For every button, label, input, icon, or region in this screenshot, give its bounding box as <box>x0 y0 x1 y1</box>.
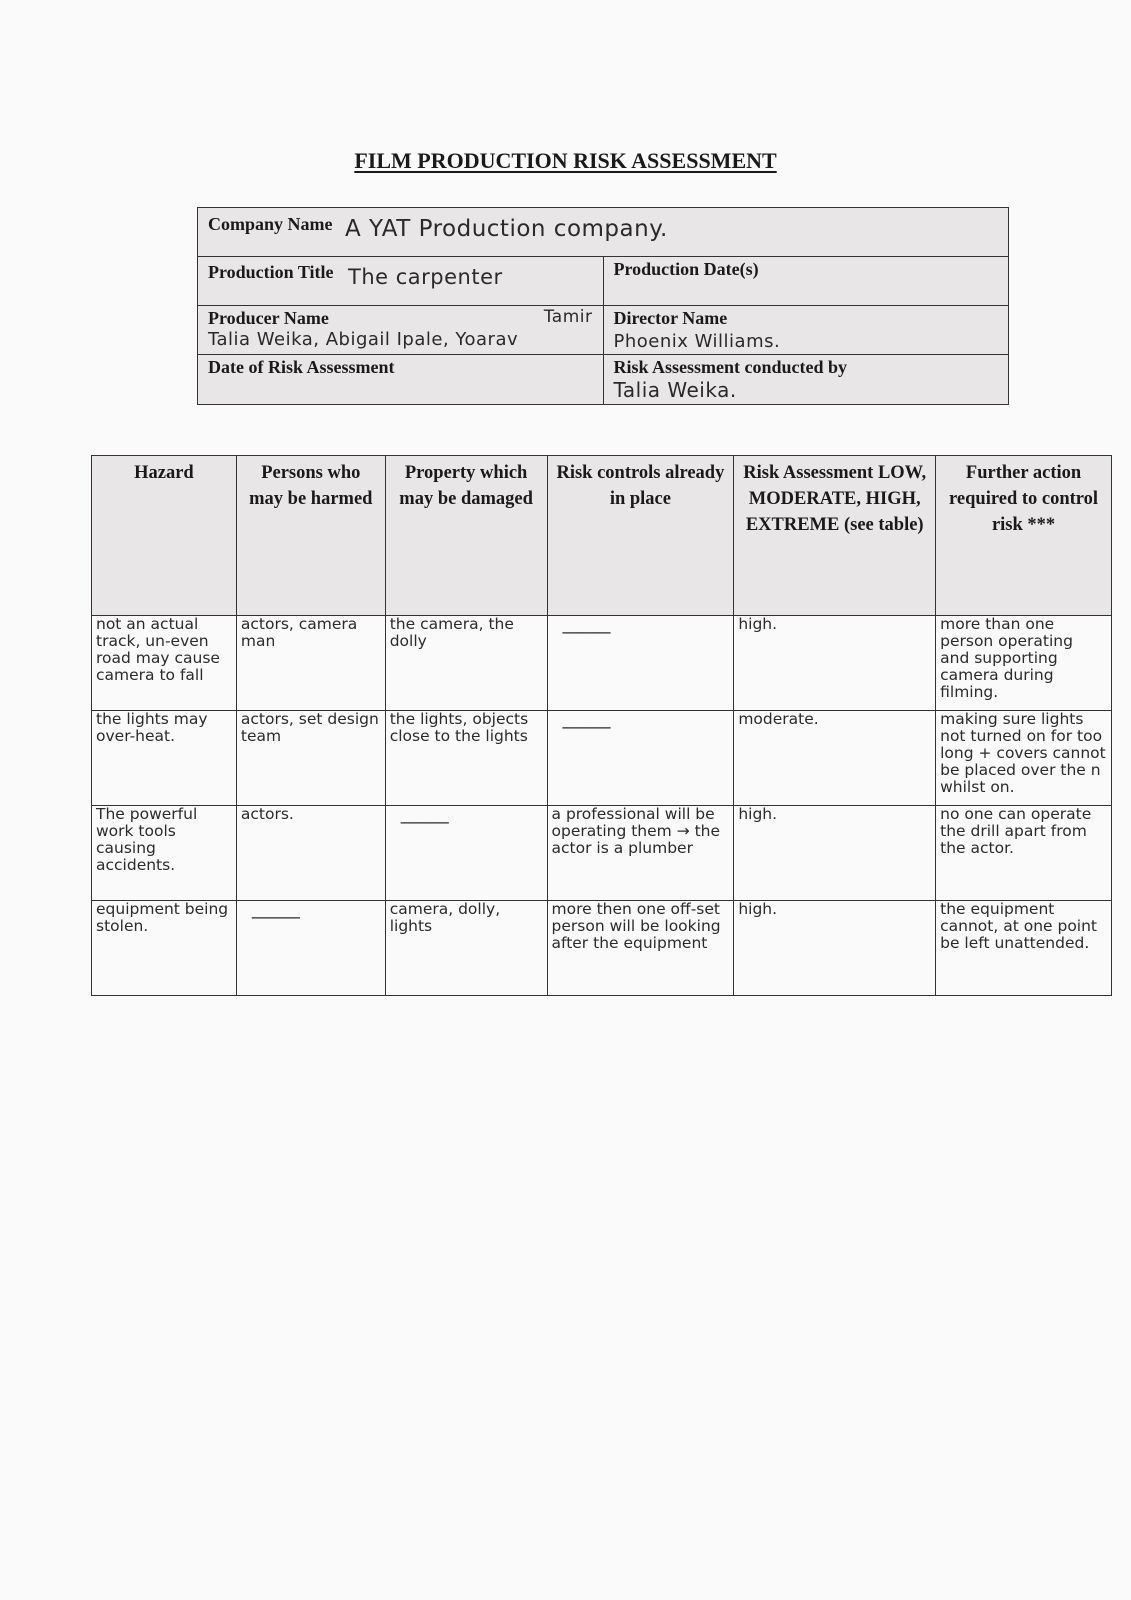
conducted-by-value: Talia Weika. <box>613 378 737 402</box>
cell-further-action: making sure lights not turned on for too long + covers cannot be placed over the n whilst on. <box>936 711 1112 806</box>
date-of-assessment-cell <box>198 355 604 405</box>
cell-controls: a professional will be operating them → the actor is a plumber <box>547 806 734 901</box>
production-title-cell <box>198 257 604 306</box>
dash-mark: ——— <box>250 907 299 928</box>
cell-persons: actors, camera man <box>236 616 385 711</box>
company-name-cell <box>198 208 1009 257</box>
header-risk-level: Risk Assessment LOW, MODERATE, HIGH, EXTREME (see table) <box>734 456 936 616</box>
table-row <box>92 711 1112 806</box>
dash-mark: ——— <box>399 812 448 833</box>
cell-hazard: The powerful work tools causing accidents. <box>92 806 237 901</box>
production-dates-label: Production Date(s) <box>613 259 759 279</box>
risk-table-header <box>92 456 1112 616</box>
cell-risk-level: high. <box>734 901 936 996</box>
cell-property: the camera, the dolly <box>385 616 547 711</box>
cell-persons: actors. <box>236 806 385 901</box>
cell-risk-level: high. <box>734 616 936 711</box>
company-name-label: Company Name <box>208 214 333 234</box>
table-row <box>92 616 1112 711</box>
header-property: Property which may be damaged <box>385 456 547 616</box>
cell-further-action: more than one person operating and supporting camera during filming. <box>936 616 1112 711</box>
table-row <box>92 806 1112 901</box>
cell-risk-level: high. <box>734 806 936 901</box>
table-row <box>92 901 1112 996</box>
header-controls: Risk controls already in place <box>547 456 734 616</box>
cell-risk-level: moderate. <box>734 711 936 806</box>
cell-controls <box>547 711 734 806</box>
director-cell <box>603 306 1009 355</box>
cell-property: the lights, objects close to the lights <box>385 711 547 806</box>
cell-further-action: the equipment cannot, at one point be left unattended. <box>936 901 1112 996</box>
cell-controls: more then one off-set person will be looking after the equipment <box>547 901 734 996</box>
cell-persons <box>236 901 385 996</box>
cell-persons: actors, set design team <box>236 711 385 806</box>
production-dates-cell <box>603 257 1009 306</box>
page-title: FILM PRODUCTION RISK ASSESSMENT <box>354 148 777 173</box>
header-further-action: Further action required to control risk *** <box>936 456 1112 616</box>
cell-controls <box>547 616 734 711</box>
producer-name-label: Producer Name <box>208 308 329 328</box>
production-title-value: The carpenter <box>348 265 503 289</box>
header-hazard: Hazard <box>92 456 237 616</box>
producer-extra-name: Tamir <box>543 307 593 327</box>
cell-further-action: no one can operate the drill apart from the actor. <box>936 806 1112 901</box>
director-name-value: Phoenix Williams. <box>613 331 781 352</box>
production-info-box <box>197 207 1009 405</box>
cell-hazard: the lights may over-heat. <box>92 711 237 806</box>
cell-hazard: not an actual track, un-even road may cause camera to fall <box>92 616 237 711</box>
conducted-by-cell <box>603 355 1009 405</box>
header-persons: Persons who may be harmed <box>236 456 385 616</box>
date-of-assessment-label: Date of Risk Assessment <box>208 357 395 377</box>
conducted-by-label: Risk Assessment conducted by <box>613 357 848 377</box>
dash-mark: ——— <box>561 717 610 738</box>
dash-mark: ——— <box>561 622 610 643</box>
cell-property: camera, dolly, lights <box>385 901 547 996</box>
producer-name-value: Talia Weika, Abigail Ipale, Yoarav <box>208 329 519 350</box>
cell-hazard: equipment being stolen. <box>92 901 237 996</box>
director-name-label: Director Name <box>613 308 728 328</box>
cell-property <box>385 806 547 901</box>
production-title-label: Production Title <box>208 262 334 282</box>
risk-table <box>91 455 1112 996</box>
company-name-value: A YAT Production company. <box>345 216 668 242</box>
producer-cell <box>198 306 604 355</box>
